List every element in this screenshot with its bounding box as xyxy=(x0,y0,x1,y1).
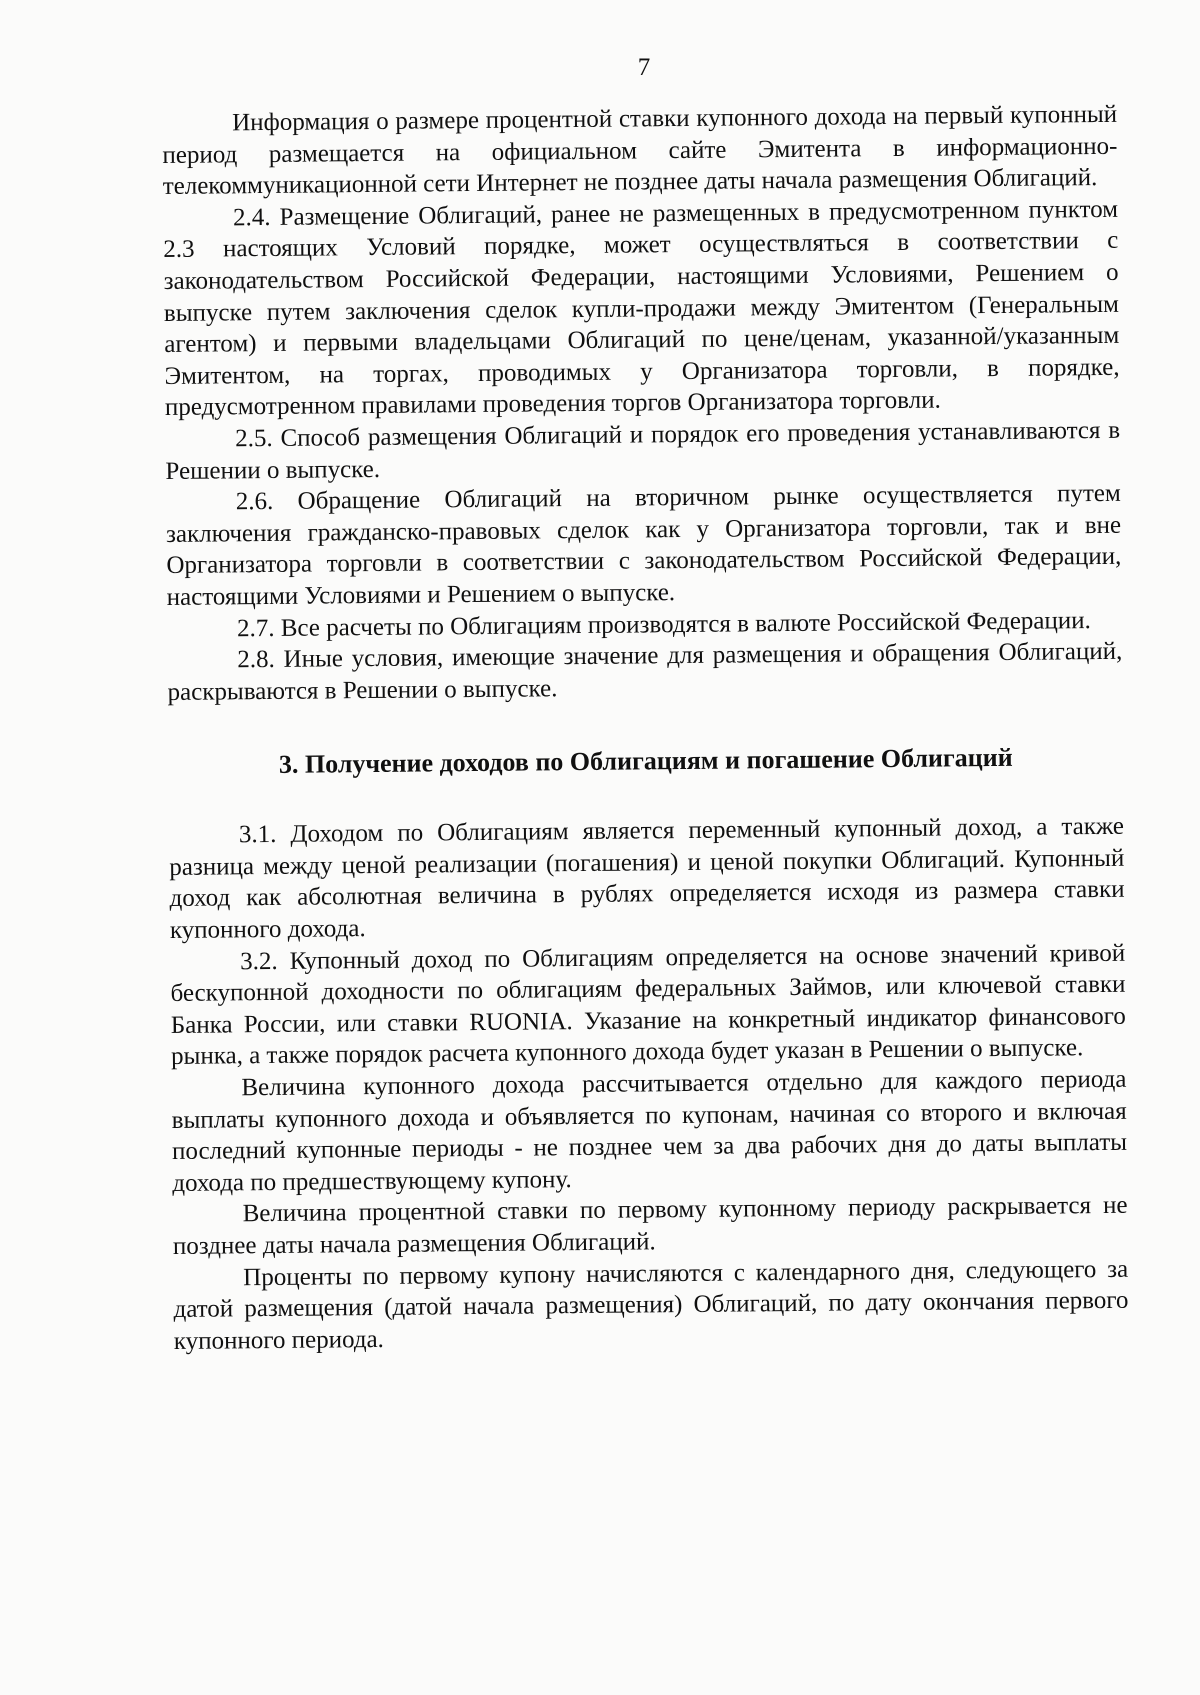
section-heading: 3. Получение доходов по Облигациям и погашение Облигаций xyxy=(278,743,1013,780)
paragraph-2-5: 2.5. Способ размещения Облигаций и порядок его проведения устанавливаются в Решении о выпуске. xyxy=(165,416,1121,485)
paragraph-2-7: 2.7. Все расчеты по Облигациям производятся в валюте Российской Федерации. xyxy=(236,606,1091,642)
paragraph-coupon-rate-info: Информация о размере процентной ставки купонного дохода на первый купонный период размещается на официальном сайте Эмитента в информационно-телекоммуникационной сети Интернет не позднее даты начала размещения Облигаций. xyxy=(162,100,1118,201)
paragraph-3-1: 3.1. Доходом по Облигациям является переменный купонный доход, а также разница между ценой реализации (погашения) и ценой покупки Облигаций. Купонный доход как абсолютная величина в рублях определяется исходя из размера ставки купонного дохода. xyxy=(169,813,1125,945)
paragraph-2-6: 2.6. Обращение Облигаций на вторичном рынке осуществляется путем заключения гражданско-правовых сделок как у Организатора торговли, так и вне Организатора торговли в соответствии с законодательством Российской Федерации, настоящими Условиями и Решением о выпуске. xyxy=(165,479,1122,611)
page-number: 7 xyxy=(637,54,651,81)
paragraph-first-coupon-rate: Величина процентной ставки по первому купонному периоду раскрывается не позднее даты начала размещения Облигаций. xyxy=(172,1192,1128,1260)
paragraph-coupon-calculation: Величина купонного дохода рассчитывается отдельно для каждого периода выплаты купонного дохода и объявляется по купонам, начиная со второго и включая последний купонные периоды - не позднее чем за два рабочих дня до даты выплаты дохода по предшествующему купону. xyxy=(171,1065,1128,1197)
paragraph-2-4: 2.4. Размещение Облигаций, ранее не размещенных в предусмотренном пунктом 2.3 настоящих Условий порядке, может осуществляться в соответствии с законодательством Российской Федерации, настоящими Условиями, Решением о выпуске путем заключения сделок купли-продажи между Эмитентом (Генеральным агентом) и первыми владельцами Облигаций по цене/ценам, указанной/указанным Эмитентом, на торгах, проводимых у Организатора торговли, в порядке, предусмотренном правилами проведения торгов Организатора торговли. xyxy=(163,195,1120,422)
paragraph-2-8: 2.8. Иные условия, имеющие значение для размещения и обращения Облигаций, раскрываются в Решении о выпуске. xyxy=(167,637,1123,706)
document-body xyxy=(162,99,1129,1357)
paragraph-3-2: 3.2. Купонный доход по Облигациям определяется на основе значений кривой бескупонной доходности по облигациям федеральных Займов, или ключевой ставки Банка России, или ставки RUONIA. Указание на конкретный индикатор финансового рынка, а также порядок расчета купонного дохода будет указан в Решении о выпуске. xyxy=(170,939,1126,1071)
paragraph-first-coupon-interest: Проценты по первому купону начисляются с календарного дня, следующего за датой размещения (датой начала размещения) Облигаций, по дату окончания первого купонного периода. xyxy=(173,1255,1129,1355)
